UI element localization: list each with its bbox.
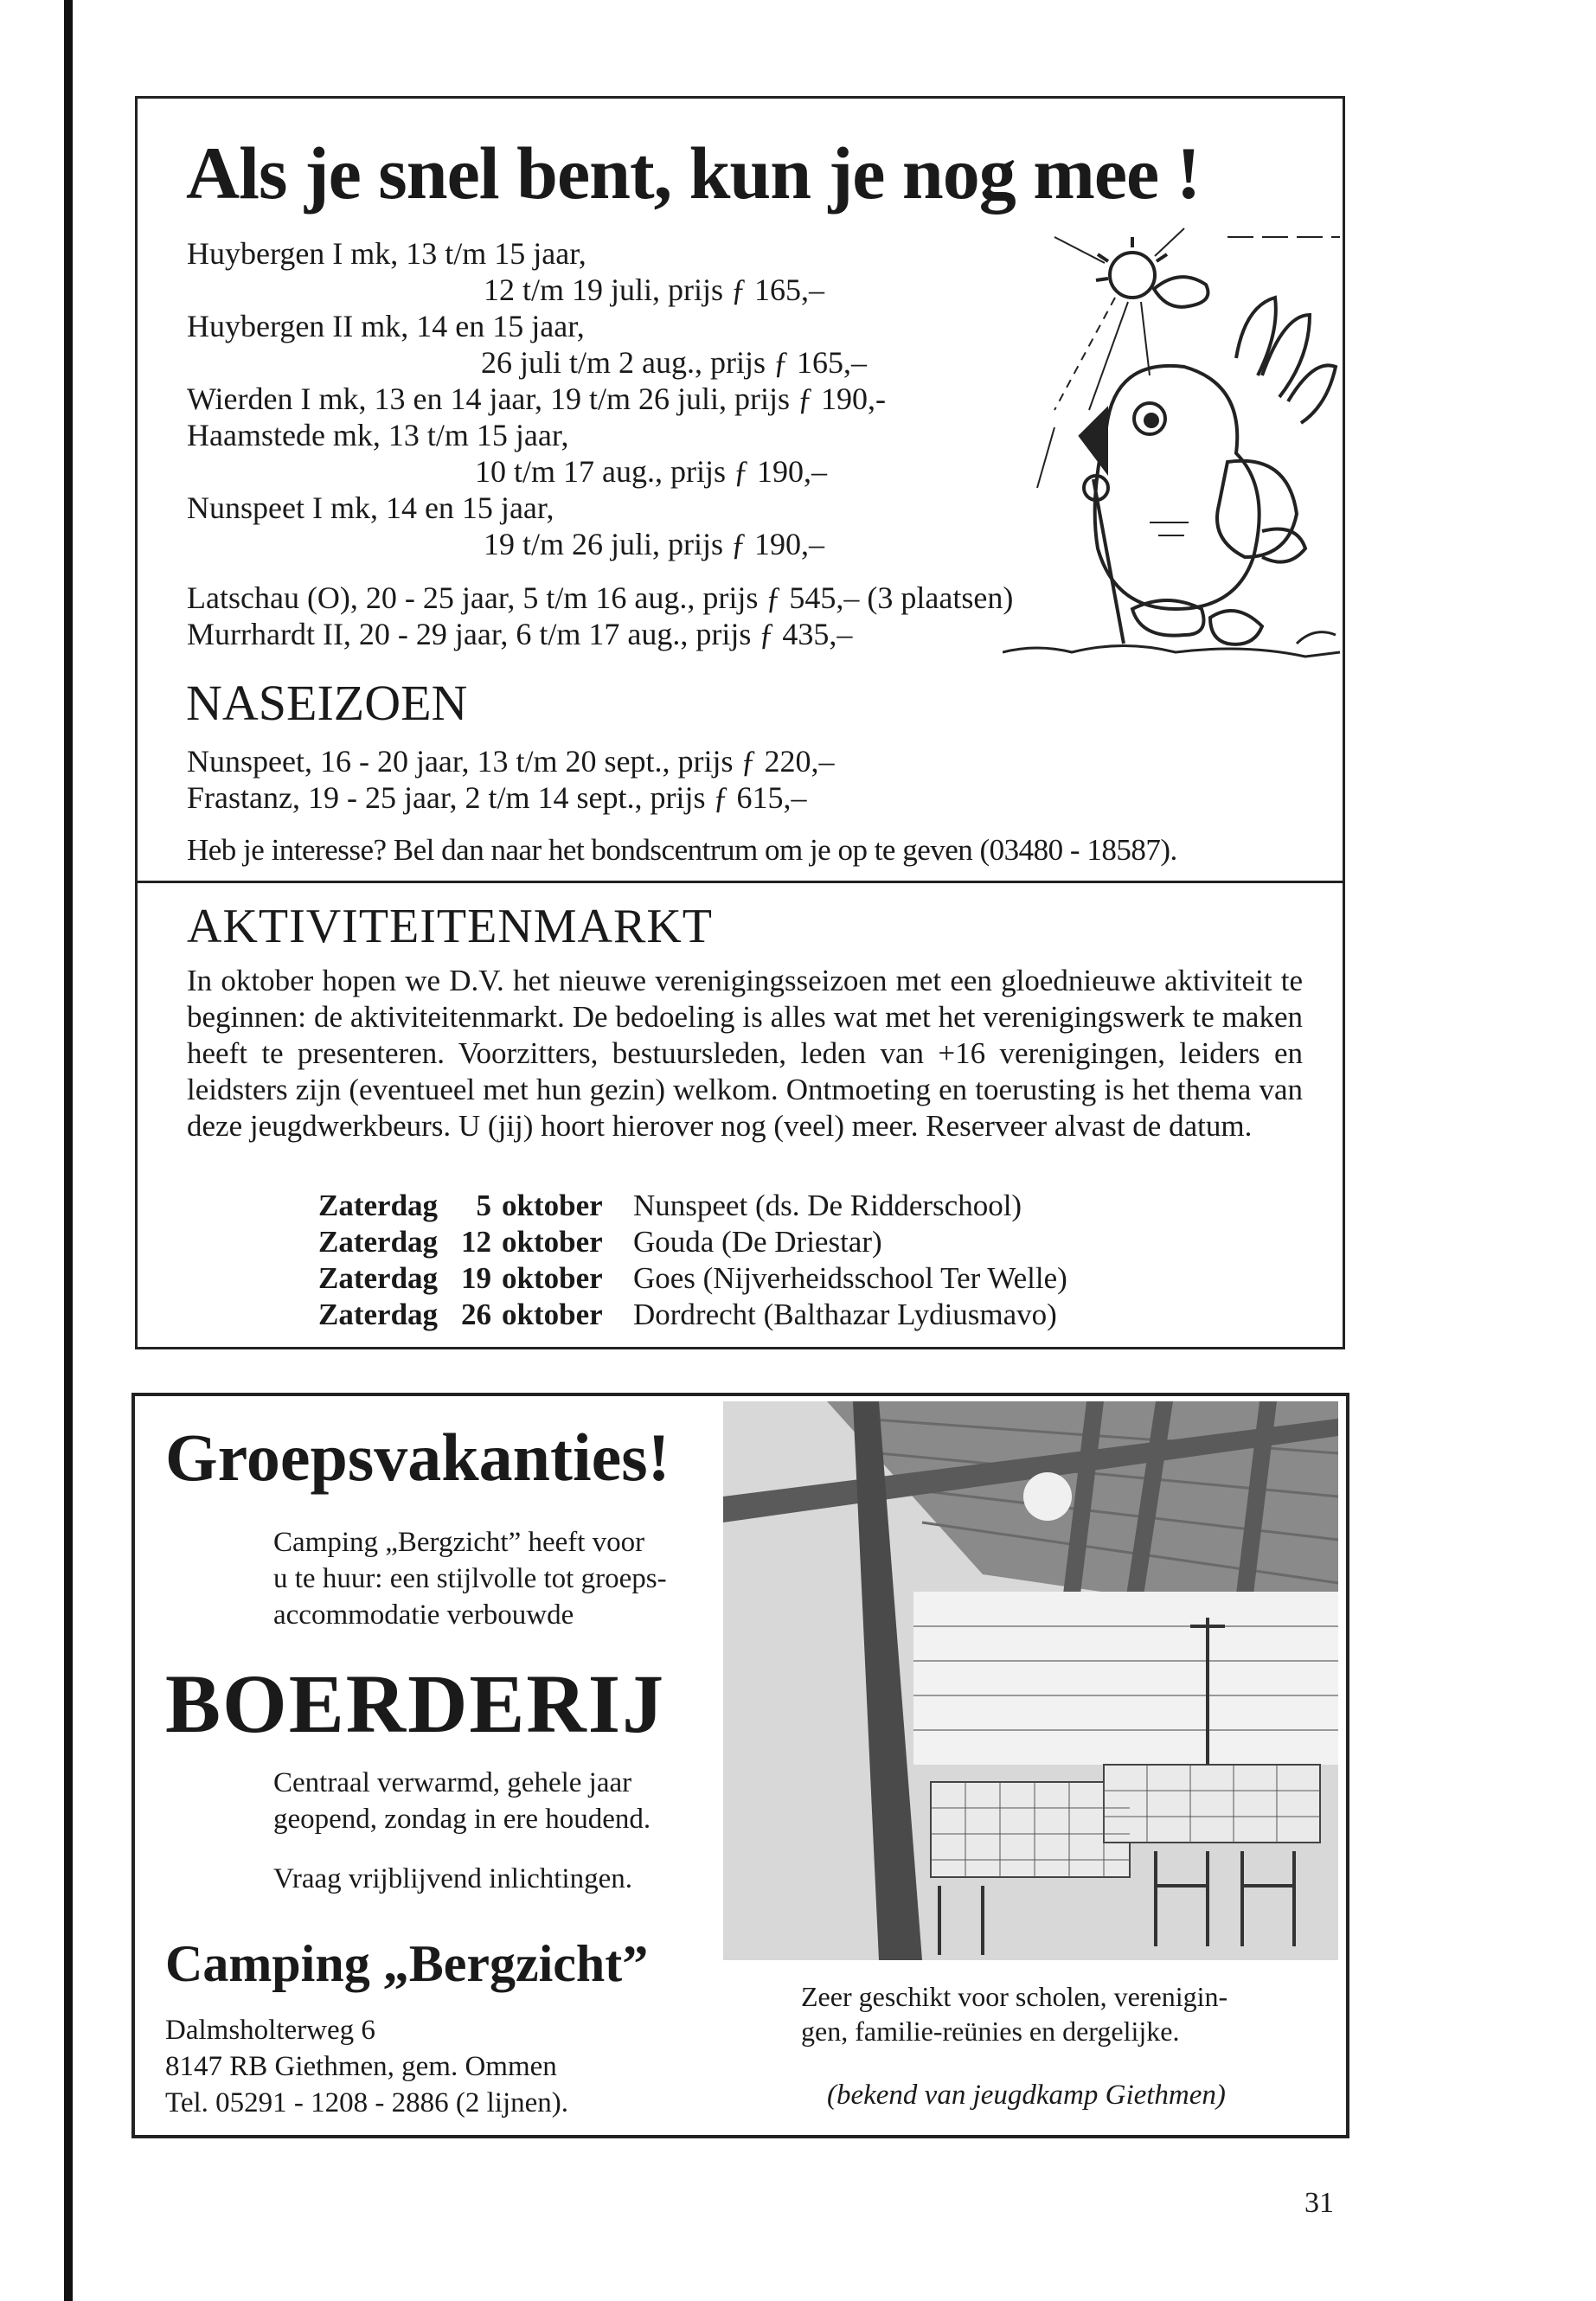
camp-line: Huybergen II mk, 14 en 15 jaar,	[187, 309, 585, 343]
camp-line: Haamstede mk, 13 t/m 15 jaar,	[187, 418, 569, 452]
ad-suited	[801, 1979, 1227, 2048]
ad-intro-line: u te huur: een stijlvolle tot groeps-	[273, 1563, 667, 1594]
market-body: In oktober hopen we D.V. het nieuwe verenigingsseizoen met een gloednieuwe aktiviteit te beginnen: de aktiviteitenmarkt. De bedoeling is alles wat met het verenigingswerk te maken heeft te presenteren. Voorzitters, bestuursleden, leden van +16 verenigingen, leiders en leidsters zijn (eventueel met hun gezin) welkom. Ontmoeting en toerusting is het thema van deze jeugdwerkbeurs. U (jij) hoort hierover nog (veel) meer. Reserveer alvast de datum.	[187, 964, 1303, 1143]
schedule-row	[318, 1260, 1067, 1297]
schedule-day: Zaterdag	[318, 1189, 439, 1222]
ad-suited-line: gen, familie-reünies en dergelijke.	[801, 2016, 1180, 2047]
camping-ad-box	[131, 1393, 1349, 2138]
ad-intro	[273, 1524, 667, 1633]
ad-heating-line: geopend, zondag in ere houdend.	[273, 1804, 651, 1835]
camps-box	[135, 96, 1345, 883]
page-number: 31	[1304, 2187, 1334, 2219]
bird-cartoon-illustration	[1003, 202, 1344, 670]
ad-address-line: Dalmsholterweg 6	[165, 2015, 375, 2046]
schedule-place: Goes (Nijverheidsschool Ter Welle)	[633, 1261, 1067, 1295]
schedule-place: Nunspeet (ds. De Ridderschool)	[633, 1189, 1022, 1222]
ad-title: Groepsvakanties!	[165, 1419, 676, 1497]
schedule-place: Dordrecht (Balthazar Lydiusmavo)	[633, 1298, 1057, 1331]
camp-line: Wierden I mk, 13 en 14 jaar, 19 t/m 26 juli, prijs ƒ 190,-	[187, 381, 886, 416]
ad-camping-name: Camping „Bergzicht”	[165, 1934, 651, 1994]
ad-known: (bekend van jeugdkamp Giethmen)	[827, 2080, 1226, 2111]
camp-line: 12 t/m 19 juli, prijs ƒ 165,–	[484, 272, 825, 307]
schedule-month: oktober	[502, 1189, 603, 1222]
schedule-month: oktober	[502, 1261, 603, 1295]
schedule-day: Zaterdag	[318, 1225, 439, 1259]
naseizoen-line: Frastanz, 19 - 25 jaar, 2 t/m 14 sept., prijs ƒ 615,–	[187, 780, 807, 815]
schedule-day: Zaterdag	[318, 1261, 439, 1295]
schedule-num: 26	[461, 1298, 491, 1331]
camp-line: Huybergen I mk, 13 t/m 15 jaar,	[187, 236, 586, 271]
interior-photo-drawing	[723, 1401, 1338, 1960]
schedule-row	[318, 1224, 1067, 1260]
naseizoen-title: NASEIZOEN	[186, 675, 468, 731]
ad-heating	[273, 1765, 651, 1837]
ad-address-line: Tel. 05291 - 1208 - 2886 (2 lijnen).	[165, 2087, 569, 2118]
schedule-num: 5	[476, 1189, 491, 1222]
schedule-month: oktober	[502, 1298, 603, 1331]
ad-intro-line: Camping „Bergzicht” heeft voor	[273, 1527, 645, 1558]
schedule-day: Zaterdag	[318, 1298, 439, 1331]
schedule-num: 19	[461, 1261, 491, 1295]
schedule-row	[318, 1297, 1067, 1333]
contact-line: Heb je interesse? Bel dan naar het bondscentrum om je op te geven (03480 - 18587).	[187, 833, 1177, 867]
camp-line: 26 juli t/m 2 aug., prijs ƒ 165,–	[481, 345, 867, 380]
schedule-num: 12	[461, 1225, 491, 1259]
schedule-place: Gouda (De Driestar)	[633, 1225, 882, 1259]
ad-suited-line: Zeer geschikt voor scholen, verenigin-	[801, 1981, 1228, 2012]
ad-heating-line: Centraal verwarmd, gehele jaar	[273, 1767, 632, 1798]
market-title: AKTIVITEITENMARKT	[187, 900, 713, 953]
ad-big-boerderij: BOERDERIJ	[165, 1656, 670, 1752]
camp-line: 10 t/m 17 aug., prijs ƒ 190,–	[475, 454, 827, 489]
camps-headline: Als je snel bent, kun je nog mee !	[186, 131, 1201, 215]
ad-intro-line: accommodatie verbouwde	[273, 1599, 574, 1631]
naseizoen-line: Nunspeet, 16 - 20 jaar, 13 t/m 20 sept., prijs ƒ 220,–	[187, 744, 835, 779]
page-binding-edge	[64, 0, 73, 2301]
ad-info: Vraag vrijblijvend inlichtingen.	[273, 1860, 632, 1898]
camp-line: 19 t/m 26 juli, prijs ƒ 190,–	[484, 527, 825, 561]
ad-address-line: 8147 RB Giethmen, gem. Ommen	[165, 2051, 557, 2082]
schedule-row	[318, 1188, 1067, 1224]
market-schedule	[318, 1188, 1067, 1333]
market-box	[135, 881, 1345, 1349]
camp-line: Latschau (O), 20 - 25 jaar, 5 t/m 16 aug., prijs ƒ 545,– (3 plaatsen)	[187, 580, 1014, 615]
farmhouse-interior-photo	[723, 1401, 1338, 1960]
camp-line: Murrhardt II, 20 - 29 jaar, 6 t/m 17 aug., prijs ƒ 435,–	[187, 617, 853, 651]
camp-line: Nunspeet I mk, 14 en 15 jaar,	[187, 490, 554, 525]
schedule-month: oktober	[502, 1225, 603, 1259]
ad-address	[165, 2012, 568, 2121]
